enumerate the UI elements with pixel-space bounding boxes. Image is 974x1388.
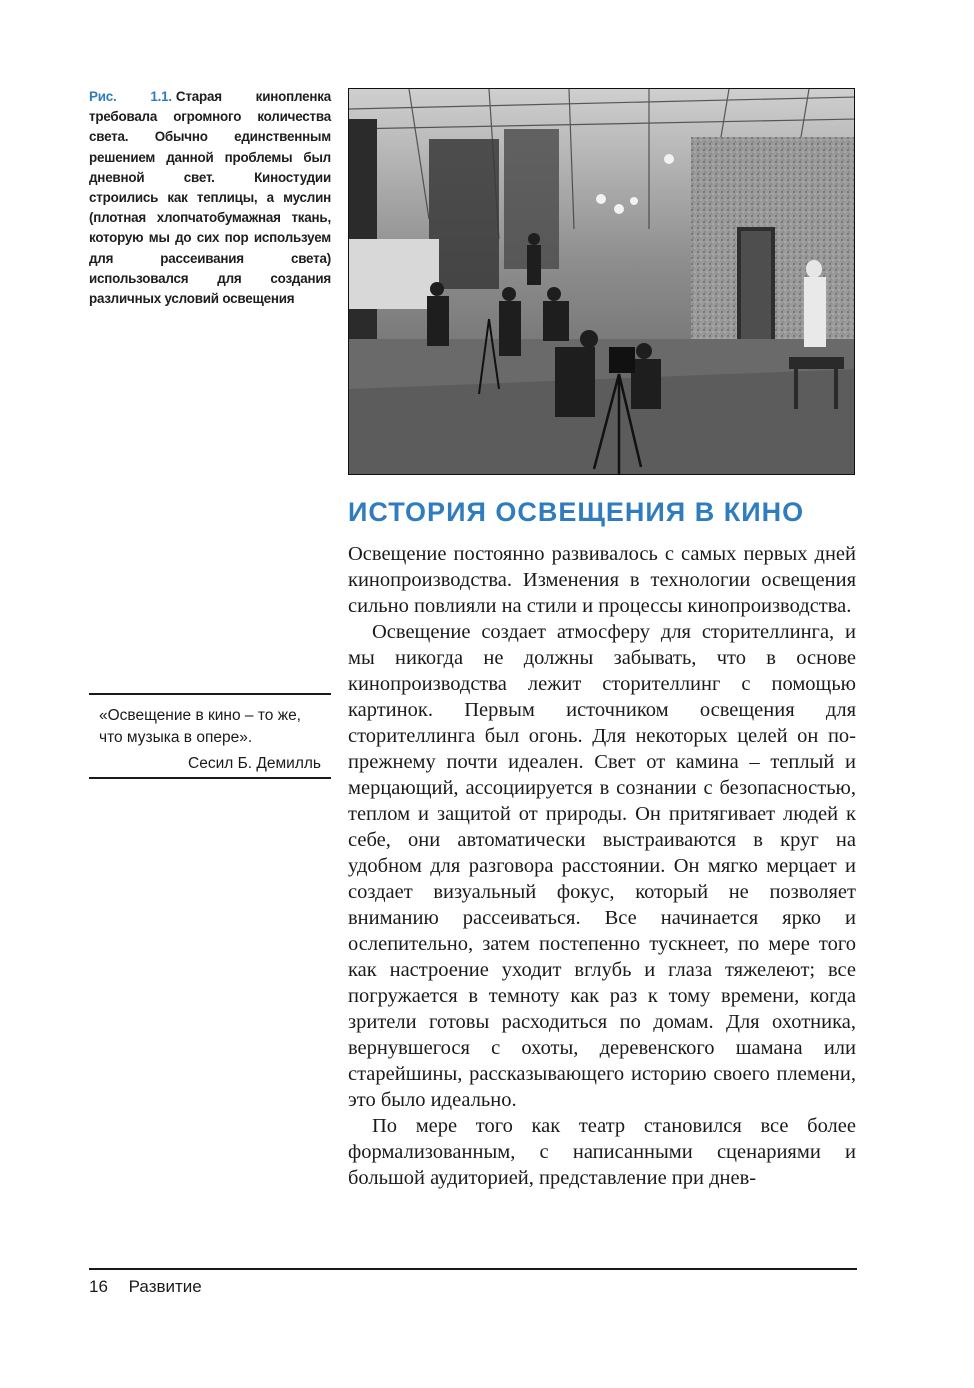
figure-label: Рис. 1.1.	[89, 89, 172, 104]
pull-quote	[89, 693, 331, 779]
paragraph-3: По мере того как театр становился все более формализованным, с написанными сценариями и большой аудиторией, представление при днев-	[348, 1115, 856, 1189]
quote-text: «Освещение в кино – то же, что музыка в опере».	[99, 707, 301, 746]
figure-caption	[89, 87, 331, 309]
page-footer	[89, 1277, 489, 1297]
running-section-name: Развитие	[128, 1277, 202, 1296]
film-studio-photo	[348, 88, 855, 475]
body-text	[348, 541, 856, 1191]
footer-divider	[89, 1268, 857, 1270]
quote-author: Сесил Б. Демилль	[188, 755, 321, 772]
paragraph-1: Освещение постоянно развивалось с самых первых дней кинопроизводства. Изменения в технологии освещения сильно повлияли на стили и процессы кинопроизводства.	[348, 543, 856, 617]
page-number: 16	[89, 1277, 108, 1296]
section-title: ИСТОРИЯ ОСВЕЩЕНИЯ В КИНО	[348, 497, 805, 527]
figure-caption-text: Старая кинопленка требовала огромного количества света. Обычно единственным решением данной проблемы был дневной свет. Киностудии строились как теплицы, а муслин (плотная хлопчатобумажная ткань, которую мы до сих пор используем для рассеивания света) использовался для создания различных условий освещения	[89, 89, 331, 307]
paragraph-2: Освещение создает атмосферу для сторителлинга, и мы никогда не должны забывать, что в основе кинопроизводства лежит сторителлинг с помощью картинок. Первым источником освещения для сторителлинга был огонь. Для некоторых целей он по-прежнему почти идеален. Свет от камина – теплый и мерцающий, ассоциируется в сознании с безопасностью, теплом и защитой от природы. Он притягивает людей к себе, они автоматически выстраиваются в круг на удобном для разговора расстоянии. Он мягко мерцает и создает визуальный фокус, который не позволяет вниманию рассеиваться. Все начинается ярко и ослепительно, затем постепенно тускнеет, по мере того как настроение уходит вглубь и глаза тяжелеют; все погружается в темноту как раз к тому времени, когда зрители готовы расходиться по домам. Для охотника, вернувшегося с охоты, деревенского шамана или старейшины, рассказывающего историю своего племени, это было идеально.	[348, 621, 856, 1111]
